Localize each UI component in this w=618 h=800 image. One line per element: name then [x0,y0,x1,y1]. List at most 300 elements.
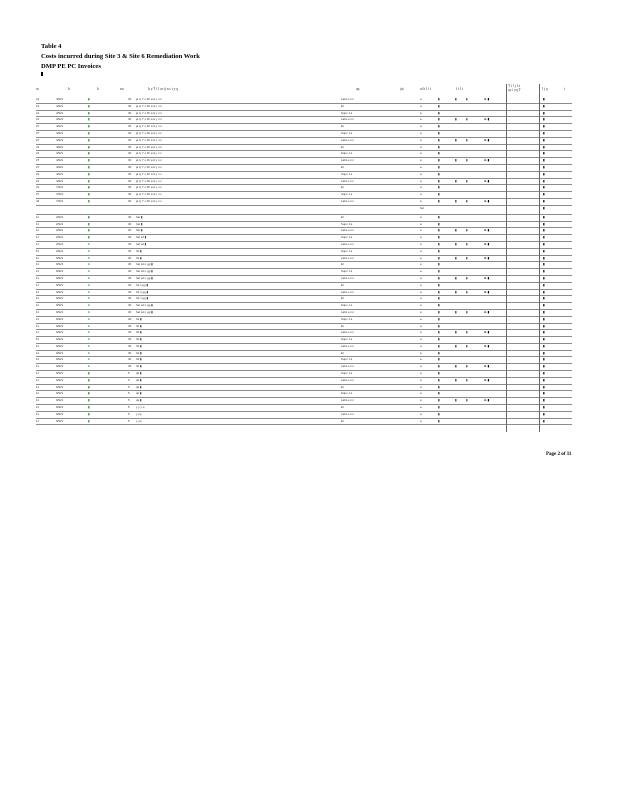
row-mark: ▮ [438,158,440,163]
row-job: 30 [128,178,132,183]
header-col-1: ar [36,87,39,91]
row-description: qk ▮ [136,398,142,403]
table-row [36,317,572,324]
row-date: 2/921 [56,235,64,240]
row-quantity: ▮ [455,377,457,382]
row-description: ja ly Y o Rr a A y n c [136,192,162,197]
row-code: a [420,323,422,328]
row-mark: ▮ [438,282,440,287]
row-category: El [341,103,344,108]
row-category: Labs e nn [341,158,354,163]
row-code: a [420,192,422,197]
row-number: 11 [36,269,40,274]
row-number: 11 [36,418,40,423]
row-total: ▮ [543,269,545,274]
table-row [36,296,572,303]
row-total: ▮ [543,377,545,382]
row-number: 11 [36,235,40,240]
document-title-block [41,42,200,72]
row-total: ▮ [543,221,545,226]
row-flag: b [88,262,90,267]
table-row [36,378,572,385]
row-date: 9/921 [56,303,64,308]
row-mark: ▮ [438,241,440,246]
header-col-10-line-1: T i l j l e [508,84,521,88]
row-flag: ▮ [88,411,90,416]
row-quantity: ▮ [455,309,457,314]
row-code: a [420,228,422,233]
row-category: Labs e nn [341,198,354,203]
row-total: ▮ [543,330,545,335]
row-job: 5 [128,391,130,396]
header-col-10-line-2: ay i yq T [508,88,521,92]
row-extended: rL ▮ [484,275,490,280]
row-number: 21 [36,151,40,156]
row-date: 2/921 [56,228,64,233]
row-category: Labs e nn [341,377,354,382]
row-category: Supv J a [341,192,353,197]
row-flag: ▮ [88,214,90,219]
row-date: 2/921 [56,248,64,253]
row-extended: rL ▮ [484,137,490,142]
row-code: a [420,391,422,396]
row-quantity: ▮ [455,228,457,233]
row-number: 27 [36,124,40,129]
row-date: 7/921 [56,198,64,203]
row-number: 21 [36,178,40,183]
row-job: 30 [128,103,132,108]
row-code: a [420,309,422,314]
row-category: Supv J a [341,337,353,342]
row-job: 30 [128,296,132,301]
row-number: 11 [36,309,40,314]
row-mark: ▮ [438,235,440,240]
row-date: 4/921 [56,178,64,183]
row-number: 11 [36,296,40,301]
row-date: 9/921 [56,405,64,410]
row-category: Supv J a [341,269,353,274]
row-number: 21 [36,110,40,115]
row-code: a [420,151,422,156]
row-flag: ▮ [88,185,90,190]
header-col-9: f i l i [456,87,463,91]
table-row [36,172,572,179]
row-flag: ▮ [88,130,90,135]
row-job: 30 [128,337,132,342]
row-date: 4/921 [56,137,64,142]
row-description: hd ▮ [136,330,142,335]
row-mark: ▮ [438,289,440,294]
row-category: Labs e nn [341,330,354,335]
row-flag: ▮ [88,371,90,376]
row-code: a [420,158,422,163]
row-job: 30 [128,198,132,203]
row-code: a [420,405,422,410]
row-job: 30 [128,158,132,163]
row-job: 30 [128,214,132,219]
row-mark: ▮ [438,337,440,342]
row-quantity: ▮ [455,198,457,203]
row-description: hat sd ▮ [136,235,147,240]
row-code: a [420,110,422,115]
row-mark: ▮ [438,398,440,403]
row-total: ▮ [543,343,545,348]
row-category: Labs e nn [341,364,354,369]
row-job: 30 [128,144,132,149]
row-mark: ▮ [438,303,440,308]
row-category: El [341,144,344,149]
row-code: hel [420,205,424,210]
row-date: 9/921 [56,377,64,382]
table-row [36,104,572,111]
row-category: Labs e nn [341,228,354,233]
row-number: 11 [36,241,40,246]
row-description: qk ▮ [136,391,142,396]
row-description: hd n gg ▮ [136,296,149,301]
row-job: 30 [128,164,132,169]
row-date: 4/921 [56,164,64,169]
row-total: ▮ [543,296,545,301]
row-quantity: ▮ [455,97,457,101]
row-extended: rL ▮ [484,330,490,335]
row-code: a [420,371,422,376]
row-number: 21 [36,117,40,122]
table-row [36,151,572,158]
row-job: 5 [128,418,130,423]
row-total: ▮ [543,303,545,308]
row-category: El [341,262,344,267]
row-total: ▮ [543,130,545,135]
row-description: hat ▮ [136,214,143,219]
row-date: 2/921 [56,241,64,246]
row-total: ▮ [543,228,545,233]
row-description: ja ly Y o Rr a A y i m [136,103,162,108]
table-row [36,158,572,165]
row-number: 11 [36,371,40,376]
cost-table [36,84,572,425]
table-row [36,269,572,276]
row-description: hd n gg ▮ [136,289,149,294]
row-extended: rL ▮ [484,241,490,246]
table-subcaption: DMP PE PC Invoices [41,63,101,70]
row-mark: ▮ [438,384,440,389]
row-description: hat sd n gg ▮ [136,262,153,267]
row-job: 30 [128,97,132,101]
row-mark: ▮ [438,144,440,149]
table-row [36,256,572,263]
row-number: 11 [36,214,40,219]
header-col-3: h [97,87,99,91]
row-flag: ▮ [88,418,90,423]
row-total: ▮ [543,185,545,190]
row-mark: ▮ [438,323,440,328]
row-category: Supv J a [341,171,353,176]
row-job: 30 [128,350,132,355]
row-date: 9/921 [56,330,64,335]
table-row [36,262,572,269]
row-rate: ▮ [466,255,468,260]
row-date: 4/921 [56,130,64,135]
row-quantity: ▮ [455,289,457,294]
row-date: 4/921 [56,110,64,115]
row-job: 30 [128,316,132,321]
row-mark: ▮ [438,330,440,335]
row-description: hd ▮ [136,323,142,328]
table-row [36,290,572,297]
row-category: Supv J a [341,110,353,115]
header-col-8: ai h l i i [420,87,431,91]
row-flag: ▮ [88,124,90,129]
row-total: ▮ [543,192,545,197]
row-extended: rL ▮ [484,117,490,122]
row-number: 11 [36,391,40,396]
row-mark: ▮ [438,103,440,108]
row-date: 4/921 [56,124,64,129]
row-description: hd ▮ [136,364,142,369]
row-total: ▮ [543,357,545,362]
row-flag: ▮ [88,137,90,142]
row-job: 30 [128,303,132,308]
row-description: hat sd ▮ [136,241,147,246]
table-row [36,206,572,215]
row-code: a [420,178,422,183]
table-row [36,398,572,405]
row-flag: b [88,248,90,253]
row-flag: ▮ [88,97,90,101]
row-total: ▮ [543,289,545,294]
row-category: Labs e nn [341,241,354,246]
row-date: 9/921 [56,316,64,321]
row-description: ja ly Y o Rr a A y n c [136,171,162,176]
row-quantity: ▮ [455,117,457,122]
row-total: ▮ [543,144,545,149]
table-row [36,138,572,145]
row-flag: ▮ [88,228,90,233]
row-flag: ▮ [88,384,90,389]
row-category: Labs e nn [341,289,354,294]
row-code: a [420,357,422,362]
row-description: hd ▮ [136,343,142,348]
row-code: a [420,248,422,253]
row-extended: rL ▮ [484,198,490,203]
row-flag: b [88,343,90,348]
table-row [36,235,572,242]
row-date: 9/921 [56,262,64,267]
row-mark: ▮ [438,151,440,156]
row-quantity: ▮ [455,158,457,163]
table-row [36,419,572,426]
row-code: a [420,377,422,382]
row-date: 9/921 [56,391,64,396]
row-category: Labs e nn [341,275,354,280]
table-row [36,405,572,412]
row-extended: rL ▮ [484,289,490,294]
row-number: 11 [36,323,40,328]
row-total: ▮ [543,309,545,314]
row-code: a [420,137,422,142]
row-extended: rL ▮ [484,343,490,348]
row-category: Labs e nn [341,343,354,348]
row-job: 5 [128,384,130,389]
table-row [36,131,572,138]
row-total: ▮ [543,398,545,403]
column-divider-left [506,84,507,432]
row-description: ja ly Y o Rr a A y i m [136,117,162,122]
row-job: 5 [128,371,130,376]
row-category: Supv J a [341,248,353,253]
row-category: El [341,296,344,301]
row-job: 30 [128,323,132,328]
row-date: 4/921 [56,117,64,122]
row-rate: ▮ [466,241,468,246]
row-rate: ▮ [466,343,468,348]
row-flag: ▮ [88,377,90,382]
row-category: Labs e nn [341,97,354,101]
table-row [36,357,572,364]
row-category: Supv J a [341,371,353,376]
table-row [36,124,572,131]
row-rate: ▮ [466,137,468,142]
header-col-6: ap [356,87,360,91]
row-mark: ▮ [438,178,440,183]
row-description: qk ▮ [136,377,142,382]
row-category: Supv J a [341,391,353,396]
row-date: 4/921 [56,144,64,149]
row-mark: ▮ [438,185,440,190]
row-extended: rL ▮ [484,398,490,403]
row-quantity: ▮ [455,241,457,246]
row-category: El [341,185,344,190]
row-category: Supv J a [341,357,353,362]
row-job: 30 [128,228,132,233]
row-date: 9/921 [56,384,64,389]
row-mark: ▮ [438,137,440,142]
row-code: a [420,171,422,176]
row-total: ▮ [543,337,545,342]
row-flag: ▮ [88,221,90,226]
row-job: 30 [128,269,132,274]
table-row [36,249,572,256]
row-job: 30 [128,130,132,135]
row-category: Supv J a [341,303,353,308]
row-job: 30 [128,171,132,176]
row-date: 4/921 [56,97,64,101]
row-rate: ▮ [466,275,468,280]
row-code: a [420,364,422,369]
row-date: 4/921 [56,103,64,108]
row-date: 4/921 [56,171,64,176]
row-date: 9/921 [56,255,64,260]
table-row [36,364,572,371]
row-code: a [420,124,422,129]
row-mark: ▮ [438,221,440,226]
row-total: ▮ [543,198,545,203]
row-total: ▮ [543,241,545,246]
row-category: Labs e nn [341,255,354,260]
row-date: 2/921 [56,214,64,219]
row-total: ▮ [543,316,545,321]
row-code: a [420,214,422,219]
row-code: a [420,418,422,423]
row-category: Labs e nn [341,309,354,314]
header-col-2: b [68,87,70,91]
row-description: ja ly Y o Rr a A y i m [136,144,162,149]
row-description: hd ▮ [136,350,142,355]
row-total: ▮ [543,275,545,280]
row-rate: ▮ [466,364,468,369]
table-row [36,371,572,378]
row-job: 30 [128,357,132,362]
row-category: Supv J a [341,221,353,226]
row-code: a [420,235,422,240]
row-mark: ▮ [438,110,440,115]
row-total: ▮ [543,117,545,122]
row-job: 30 [128,221,132,226]
row-code: a [420,303,422,308]
row-flag: ▮ [88,110,90,115]
row-flag: ▮ [88,235,90,240]
row-total: ▮ [543,384,545,389]
row-code: a [420,398,422,403]
row-number: 21 [36,144,40,149]
table-row [36,145,572,152]
header-col-12: i [564,87,565,91]
row-date: 2/921 [56,221,64,226]
row-rate: ▮ [466,198,468,203]
row-category: Supv J a [341,316,353,321]
row-total: ▮ [543,137,545,142]
row-category: Supv J a [341,151,353,156]
table-number: Table 4 [41,43,62,50]
row-rate: ▮ [466,398,468,403]
row-flag: b [88,255,90,260]
row-code: a [420,275,422,280]
table-row [36,303,572,310]
row-mark: ▮ [438,248,440,253]
row-mark: ▮ [438,130,440,135]
row-flag: ▮ [88,158,90,163]
table-row [36,412,572,419]
table-row [36,337,572,344]
row-mark: ▮ [438,124,440,129]
row-mark: ▮ [438,97,440,101]
row-flag: b [88,275,90,280]
row-total: ▮ [543,405,545,410]
row-total: ▮ [543,97,545,101]
row-number: 11 [36,405,40,410]
row-flag: b [88,350,90,355]
row-description: hat sd n gg ▮ [136,275,153,280]
row-mark: ▮ [438,255,440,260]
row-date: 9/921 [56,282,64,287]
row-number: 11 [36,337,40,342]
table-row [36,228,572,235]
row-code: a [420,164,422,169]
row-category: El [341,418,344,423]
row-job: 30 [128,151,132,156]
row-number: 21 [36,103,40,108]
row-flag: ▮ [88,171,90,176]
row-description: hd ▮ [136,316,142,321]
table-row [36,199,572,206]
row-date: 9/921 [56,357,64,362]
row-quantity: ▮ [455,364,457,369]
row-job: 30 [128,309,132,314]
row-description: ja ly Y o Rr a A y n c [136,164,162,169]
row-code: a [420,198,422,203]
row-number: 11 [36,221,40,226]
row-date: 9/921 [56,411,64,416]
